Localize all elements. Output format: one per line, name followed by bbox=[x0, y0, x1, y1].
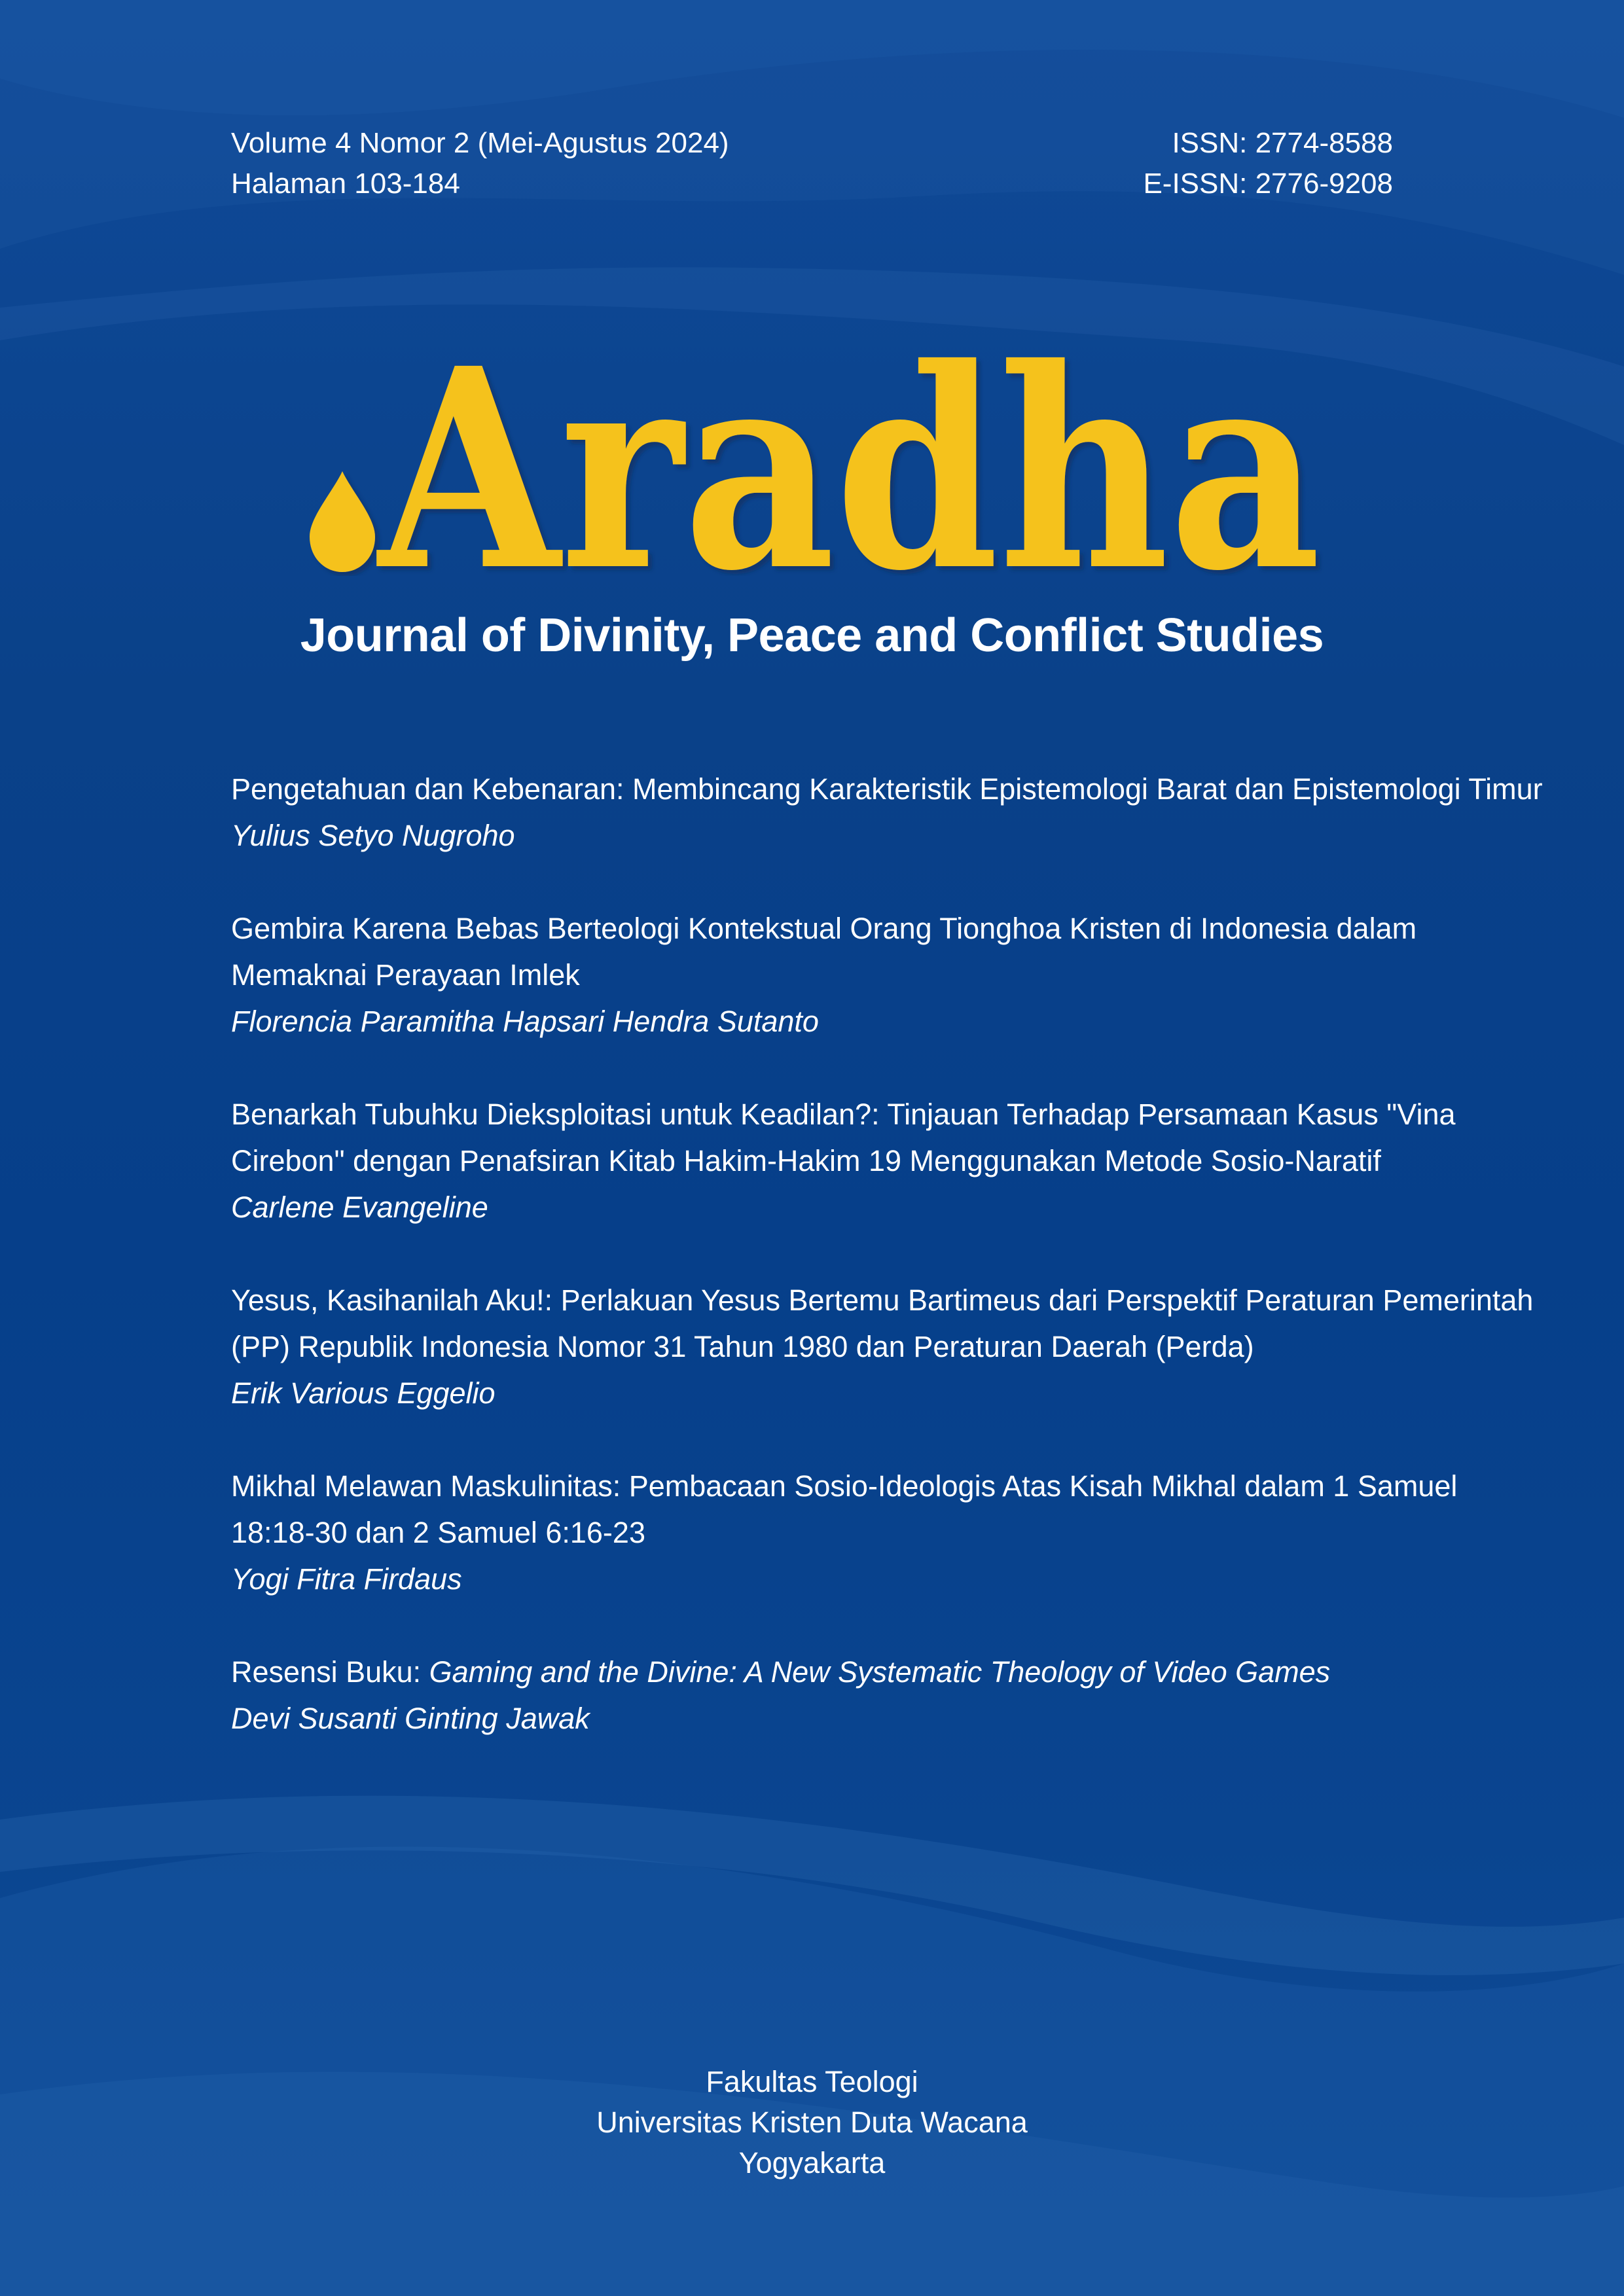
issue-info bbox=[231, 123, 729, 204]
publisher-faculty: Fakultas Teologi bbox=[706, 2065, 918, 2098]
article-author: Carlene Evangeline bbox=[231, 1191, 488, 1224]
table-of-contents bbox=[231, 766, 1547, 1788]
article-entry bbox=[231, 1277, 1547, 1416]
article-author: Yogi Fitra Firdaus bbox=[231, 1562, 462, 1596]
article-title: Gembira Karena Bebas Berteologi Kontekstual Orang Tionghoa Kristen di Indonesia dalam Memaknai Perayaan Imlek bbox=[231, 912, 1417, 992]
eissn: E-ISSN: 2776-9208 bbox=[1143, 168, 1393, 200]
issn-info bbox=[1143, 123, 1393, 204]
logo-drop-icon bbox=[310, 471, 375, 572]
publisher-university: Universitas Kristen Duta Wacana bbox=[596, 2106, 1028, 2139]
article-author: Erik Various Eggelio bbox=[231, 1376, 496, 1410]
book-review-author: Devi Susanti Ginting Jawak bbox=[231, 1702, 590, 1735]
article-entry bbox=[231, 1091, 1547, 1230]
book-review-label: Resensi Buku: bbox=[231, 1655, 422, 1689]
article-title: Pengetahuan dan Kebenaran: Membincang Karakteristik Epistemologi Barat dan Epistemologi Timur bbox=[231, 772, 1543, 806]
article-entry bbox=[231, 766, 1547, 859]
journal-subtitle: Journal of Divinity, Peace and Conflict Studies bbox=[300, 609, 1324, 662]
journal-logo bbox=[306, 321, 1327, 576]
book-review-title bbox=[231, 1649, 1547, 1695]
issn: ISSN: 2774-8588 bbox=[1172, 127, 1393, 159]
article-entry bbox=[231, 905, 1547, 1045]
article-author: Florencia Paramitha Hapsari Hendra Sutanto bbox=[231, 1005, 819, 1038]
book-review-book: Gaming and the Divine: A New Systematic Theology of Video Games bbox=[429, 1655, 1331, 1689]
article-entry bbox=[231, 1463, 1547, 1602]
page-range: Halaman 103-184 bbox=[231, 168, 460, 200]
volume-number: Volume 4 Nomor 2 (Mei-Agustus 2024) bbox=[231, 127, 729, 159]
article-title: Mikhal Melawan Maskulinitas: Pembacaan Sosio-Ideologis Atas Kisah Mikhal dalam 1 Samuel 18:18-30 dan 2 Samuel 6:16-23 bbox=[231, 1469, 1458, 1549]
book-review-entry bbox=[231, 1649, 1547, 1742]
publisher-city: Yogyakarta bbox=[738, 2146, 886, 2179]
article-author: Yulius Setyo Nugroho bbox=[231, 819, 515, 852]
article-title: Benarkah Tubuhku Dieksploitasi untuk Keadilan?: Tinjauan Terhadap Persamaan Kasus "Vina Cirebon" dengan Penafsiran Kitab Hakim-Hakim 19 Menggunakan Metode Sosio-Naratif bbox=[231, 1098, 1456, 1177]
publisher-info bbox=[0, 2062, 1624, 2183]
article-title: Yesus, Kasihanilah Aku!: Perlakuan Yesus Bertemu Bartimeus dari Perspektif Peraturan Pemerintah (PP) Republik Indonesia Nomor 31 Tahun 1980 dan Peraturan Daerah (Perda) bbox=[231, 1283, 1534, 1363]
logo-wordmark: Aradha bbox=[374, 321, 1321, 576]
